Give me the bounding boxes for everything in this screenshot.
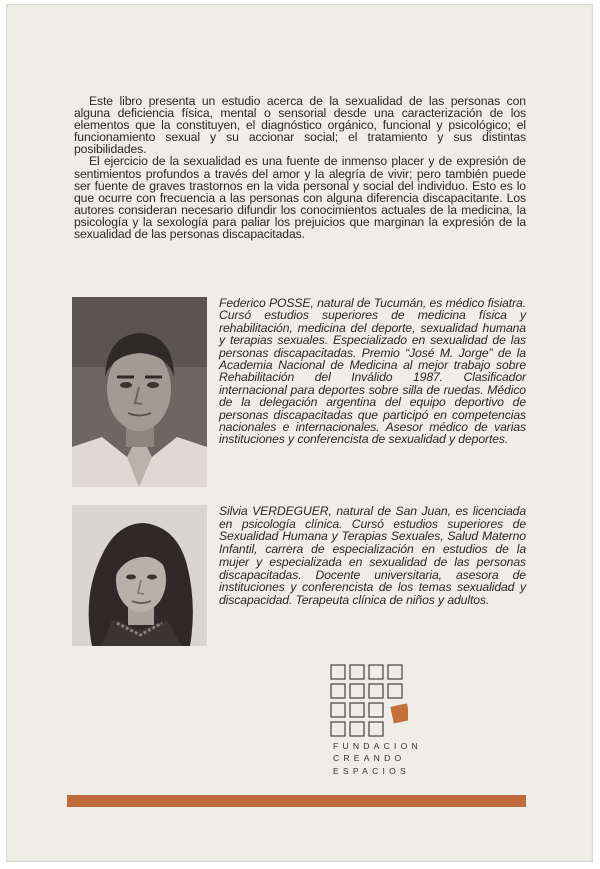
intro-paragraph-1: Este libro presenta un estudio acerca de la sexualidad de las personas con alguna deficiencia física, mental o sensorial desde una caracterización de los elementos que la constituyen, el diagnóstico orgánico, funcional y psicológico; el funcionamiento sexual y su accionar social; el tratamiento y sus distintas posibilidades. xyxy=(74,94,526,157)
logo-line-2: CREANDO xyxy=(333,753,406,764)
author-bio-verdeguer: Silvia VERDEGUER, natural de San Juan, es licenciada en psicología clínica. Cursó estudios superiores de Sexualidad Humana y Terapias Sexuales, Salud Materno Infantil, carrera de especialización en estudios de la mujer y especializada en sexualidad de las personas discapacitadas. Docente universitaria, asesora de instituciones y conferencista de los temas sexualidad y discapacidad. Terapeuta clínica de niños y adultos. xyxy=(219,504,526,607)
logo-line-3: ESPACIOS xyxy=(333,765,410,776)
fundacion-logo-icon xyxy=(330,664,408,742)
fundacion-logo-text xyxy=(333,740,422,777)
intro-paragraph-2: El ejercicio de la sexualidad es una fuente de inmenso placer y de expresión de sentimientos profundos a través del amor y la alegría de vivir; pero también puede ser fuente de graves trastornos en la vida personal y social del individuo. Esto es lo que ocurre con frecuencia a las personas con alguna diferencia discapacitante. Los autores consideran necesario difundir los conocimientos actuales de la medicina, la psicología y la sexología para paliar los prejuicios que marginan la expresión de la sexualidad de las personas discapacitadas. xyxy=(74,154,526,242)
author-bio-posse: Federico POSSE, natural de Tucumán, es médico fisiatra. Cursó estudios superiores de medicina física y rehabilitación, medicina del deporte, sexualidad humana y terapias sexuales. Especializado en sexualidad de las personas discapacitadas. Premio “José M. Jorge” de la Academia Nacional de Medicina al mejor trabajo sobre Rehabilitación del Inválido 1987. Clasificador internacional para deportes sobre silla de ruedas. Médico de la delegación argentina del equipo deportivo de personas discapacitadas que participó en competencias nacionales e internacionales. Asesor médico de varias instituciones y conferencista de sexualidad y deportes. xyxy=(219,296,526,447)
author-photo-posse xyxy=(72,297,207,487)
bottom-color-bar xyxy=(67,795,526,807)
author-photo-verdeguer xyxy=(72,505,207,646)
logo-line-1: FUNDACION xyxy=(333,741,422,751)
intro-text xyxy=(74,95,526,240)
